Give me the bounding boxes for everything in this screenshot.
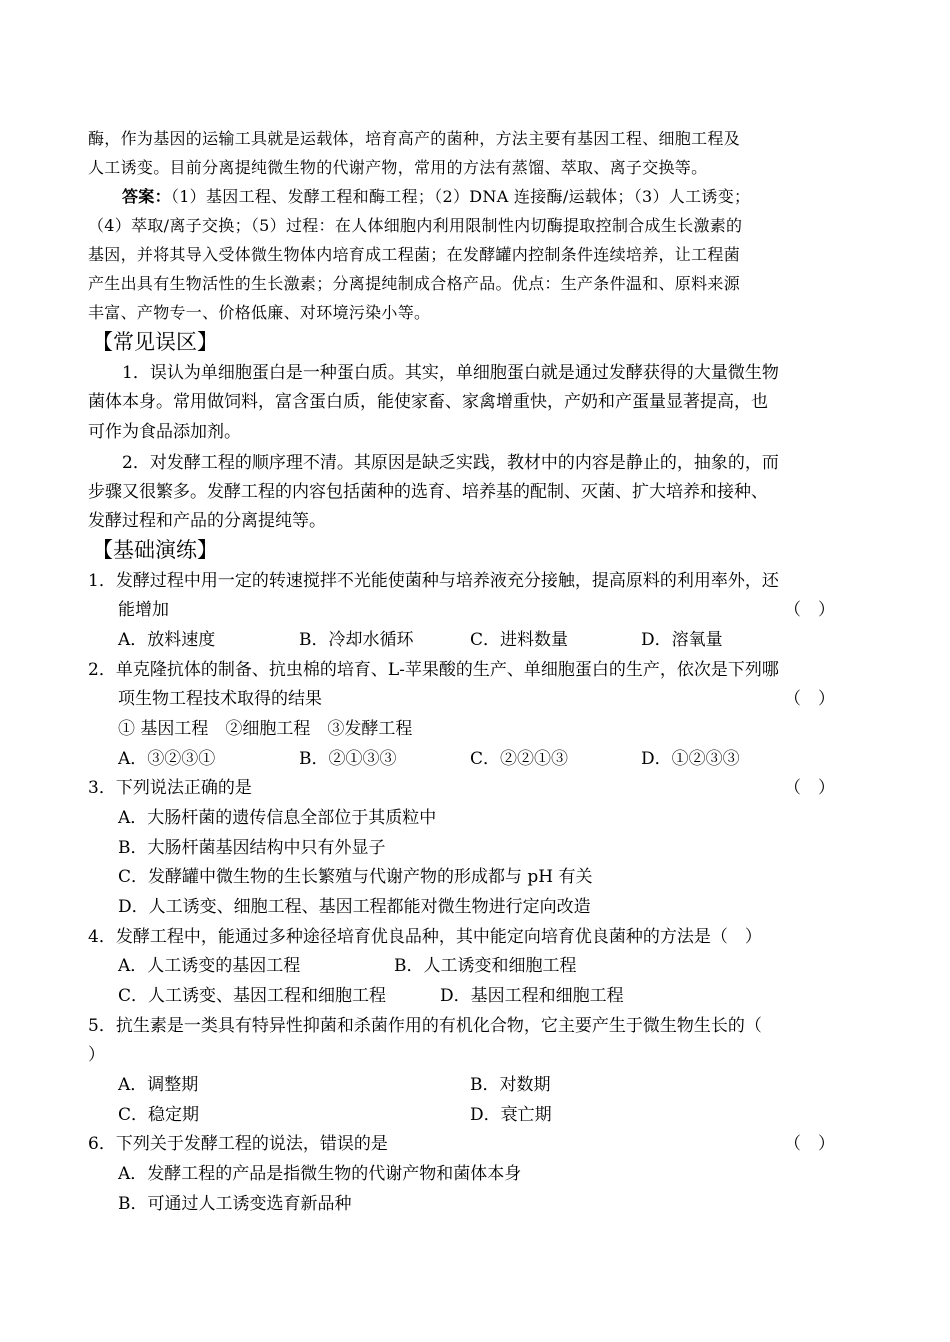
mistake-1-line-1: 1．误认为单细胞蛋白是一种蛋白质。其实，单细胞蛋白就是通过发酵获得的大量微生物 xyxy=(122,363,779,383)
mistake-1-line-2: 菌体本身。常用做饲料，富含蛋白质，能使家畜、家禽增重快，产奶和产蛋量显著提高，也 xyxy=(88,392,768,412)
q6-option-b: B．可通过人工诱变选育新品种 xyxy=(118,1194,352,1214)
answer-line-4: 产生出具有生物活性的生长激素；分离提纯制成合格产品。优点：生产条件温和、原料来源 xyxy=(88,274,741,293)
q5-stem-line-1: 5．抗生素是一类具有特异性抑菌和杀菌作用的有机化合物，它主要产生于微生物生长的（ xyxy=(88,1016,762,1036)
q1-option-c: C．进料数量 xyxy=(470,630,569,650)
q1-stem-line-2: 能增加 xyxy=(118,600,169,620)
q3-option-a: A．大肠杆菌的遗传信息全部位于其质粒中 xyxy=(118,808,437,828)
q4-option-b: B．人工诱变和细胞工程 xyxy=(394,956,577,976)
mistake-1-line-3: 可作为食品添加剂。 xyxy=(88,422,241,442)
q5-option-a: A．调整期 xyxy=(118,1075,199,1095)
answer-text-1: （1）基因工程、发酵工程和酶工程；（2）DNA 连接酶/运载体；（3）人工诱变； xyxy=(170,187,751,206)
q5-option-c: C．稳定期 xyxy=(118,1105,200,1125)
q1-answer-blank: （ ） xyxy=(784,600,835,620)
q5-option-d: D．衰亡期 xyxy=(470,1105,552,1125)
q2-items: ① 基因工程 ②细胞工程 ③发酵工程 xyxy=(118,719,413,739)
answer-line-5: 丰富、产物专一、价格低廉、对环境污染小等。 xyxy=(88,303,431,322)
analysis-line-2: 人工诱变。目前分离提纯微生物的代谢产物，常用的方法有蒸馏、萃取、离子交换等。 xyxy=(88,158,708,177)
q4-option-c: C．人工诱变、基因工程和细胞工程 xyxy=(118,986,387,1006)
q3-answer-blank: （ ） xyxy=(784,778,835,798)
answer-label: 答案： xyxy=(122,187,171,206)
q5-stem-line-2: ） xyxy=(88,1045,105,1065)
q1-option-d: D．溶氧量 xyxy=(641,630,723,650)
q1-stem-line-1: 1．发酵过程中用一定的转速搅拌不光能使菌种与培养液充分接触，提高原料的利用率外，还 xyxy=(88,571,779,591)
q5-option-b: B．对数期 xyxy=(470,1075,551,1095)
practice-heading: 【基础演练】 xyxy=(92,538,218,562)
q4-option-d: D．基因工程和细胞工程 xyxy=(440,986,624,1006)
q3-option-c: C．发酵罐中微生物的生长繁殖与代谢产物的形成都与 pH 有关 xyxy=(118,867,593,887)
mistake-2-line-1: 2．对发酵工程的顺序理不清。其原因是缺乏实践，教材中的内容是静止的，抽象的，而 xyxy=(122,453,779,473)
q4-stem: 4．发酵工程中，能通过多种途径培育优良品种，其中能定向培育优良菌种的方法是（ ） xyxy=(88,927,762,947)
answer-line-2: （4）萃取/离子交换；（5）过程：在人体细胞内利用限制性内切酶提取控制合成生长激素的 xyxy=(88,216,743,235)
answer-line-3: 基因，并将其导入受体微生物体内培育成工程菌；在发酵罐内控制条件连续培养，让工程菌 xyxy=(88,245,741,264)
q2-option-d: D．①②③③ xyxy=(641,749,740,769)
q1-option-b: B．冷却水循环 xyxy=(299,630,414,650)
q2-option-a: A．③②③① xyxy=(118,749,216,769)
q3-option-b: B．大肠杆菌基因结构中只有外显子 xyxy=(118,838,386,858)
mistake-2-line-2: 步骤又很繁多。发酵工程的内容包括菌种的选育、培养基的配制、灭菌、扩大培养和接种、 xyxy=(88,482,768,502)
q2-stem-line-2: 项生物工程技术取得的结果 xyxy=(118,689,322,709)
mistake-2-line-3: 发酵过程和产品的分离提纯等。 xyxy=(88,511,326,531)
q6-answer-blank: （ ） xyxy=(784,1134,835,1154)
q2-answer-blank: （ ） xyxy=(784,689,835,709)
q6-stem: 6．下列关于发酵工程的说法，错误的是 xyxy=(88,1134,388,1154)
q4-option-a: A．人工诱变的基因工程 xyxy=(118,956,301,976)
analysis-line-1: 酶，作为基因的运输工具就是运载体，培育高产的菌种，方法主要有基因工程、细胞工程及 xyxy=(88,129,741,148)
q3-option-d: D．人工诱变、细胞工程、基因工程都能对微生物进行定向改造 xyxy=(118,897,591,917)
q2-option-b: B．②①③③ xyxy=(299,749,397,769)
mistakes-heading: 【常见误区】 xyxy=(92,330,218,354)
answer-line-1 xyxy=(122,186,750,208)
q3-stem: 3．下列说法正确的是 xyxy=(88,778,252,798)
q6-option-a: A．发酵工程的产品是指微生物的代谢产物和菌体本身 xyxy=(118,1164,522,1184)
q1-option-a: A．放料速度 xyxy=(118,630,216,650)
q2-stem-line-1: 2．单克隆抗体的制备、抗虫棉的培育、L-苹果酸的生产、单细胞蛋白的生产，依次是下列哪 xyxy=(88,660,779,680)
q2-option-c: C．②②①③ xyxy=(470,749,569,769)
